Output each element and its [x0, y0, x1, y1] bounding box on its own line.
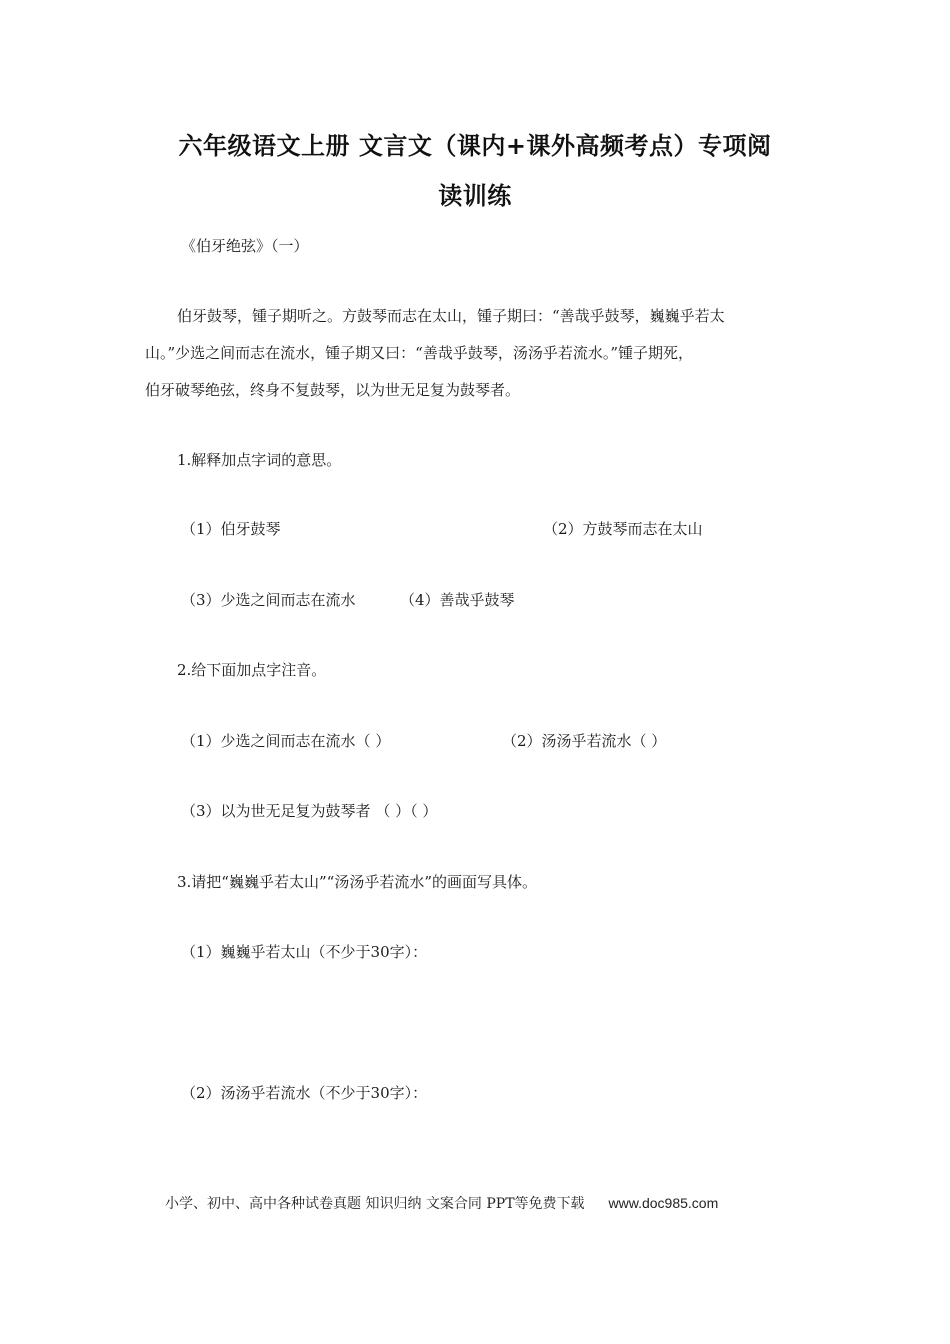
question-1-item-3: （3）少选之间而志在流水 [181, 591, 356, 609]
question-1-item-2: （2）方鼓琴而志在太山 [543, 520, 703, 538]
section-heading: 《伯牙绝弦》（一） [181, 237, 309, 255]
passage-line-2: 山。”少选之间而志在流水，锺子期又曰：“善哉乎鼓琴，汤汤乎若流水。”锺子期死， [145, 344, 694, 362]
title-line-1: 六年级语文上册 文言文（课内+课外高频考点）专项阅 [178, 132, 772, 160]
question-3-item-1: （1）巍巍乎若太山（不少于30字）： [181, 943, 428, 961]
passage-line-1: 伯牙鼓琴，锺子期听之。方鼓琴而志在太山，锺子期曰：“善哉乎鼓琴，巍巍乎若太 [177, 307, 725, 325]
question-1-item-1: （1）伯牙鼓琴 [181, 520, 281, 538]
question-2-item-2: （2）汤汤乎若流水（ ） [502, 732, 667, 750]
title-line-2: 读训练 [438, 182, 512, 210]
question-2-item-1: （1）少选之间而志在流水（ ） [181, 732, 391, 750]
question-2-item-3: （3）以为世无足复为鼓琴者 （ ）（ ） [181, 802, 438, 820]
footer-text: 小学、初中、高中各种试卷真题 知识归纳 文案合同 PPT等免费下载 [165, 1196, 585, 1212]
footer [165, 1193, 718, 1213]
question-3-prompt: 3.请把“巍巍乎若太山”“汤汤乎若流水”的画面写具体。 [177, 873, 537, 891]
question-1-item-4: （4）善哉乎鼓琴 [400, 591, 515, 609]
question-1-prompt: 1.解释加点字词的意思。 [177, 451, 342, 469]
footer-url-link[interactable]: www.doc985.com [608, 1195, 719, 1211]
question-2-prompt: 2.给下面加点字注音。 [177, 661, 327, 679]
passage-line-3: 伯牙破琴绝弦，终身不复鼓琴，以为世无足复为鼓琴者。 [145, 381, 521, 399]
question-3-item-2: （2）汤汤乎若流水（不少于30字）： [181, 1084, 428, 1102]
